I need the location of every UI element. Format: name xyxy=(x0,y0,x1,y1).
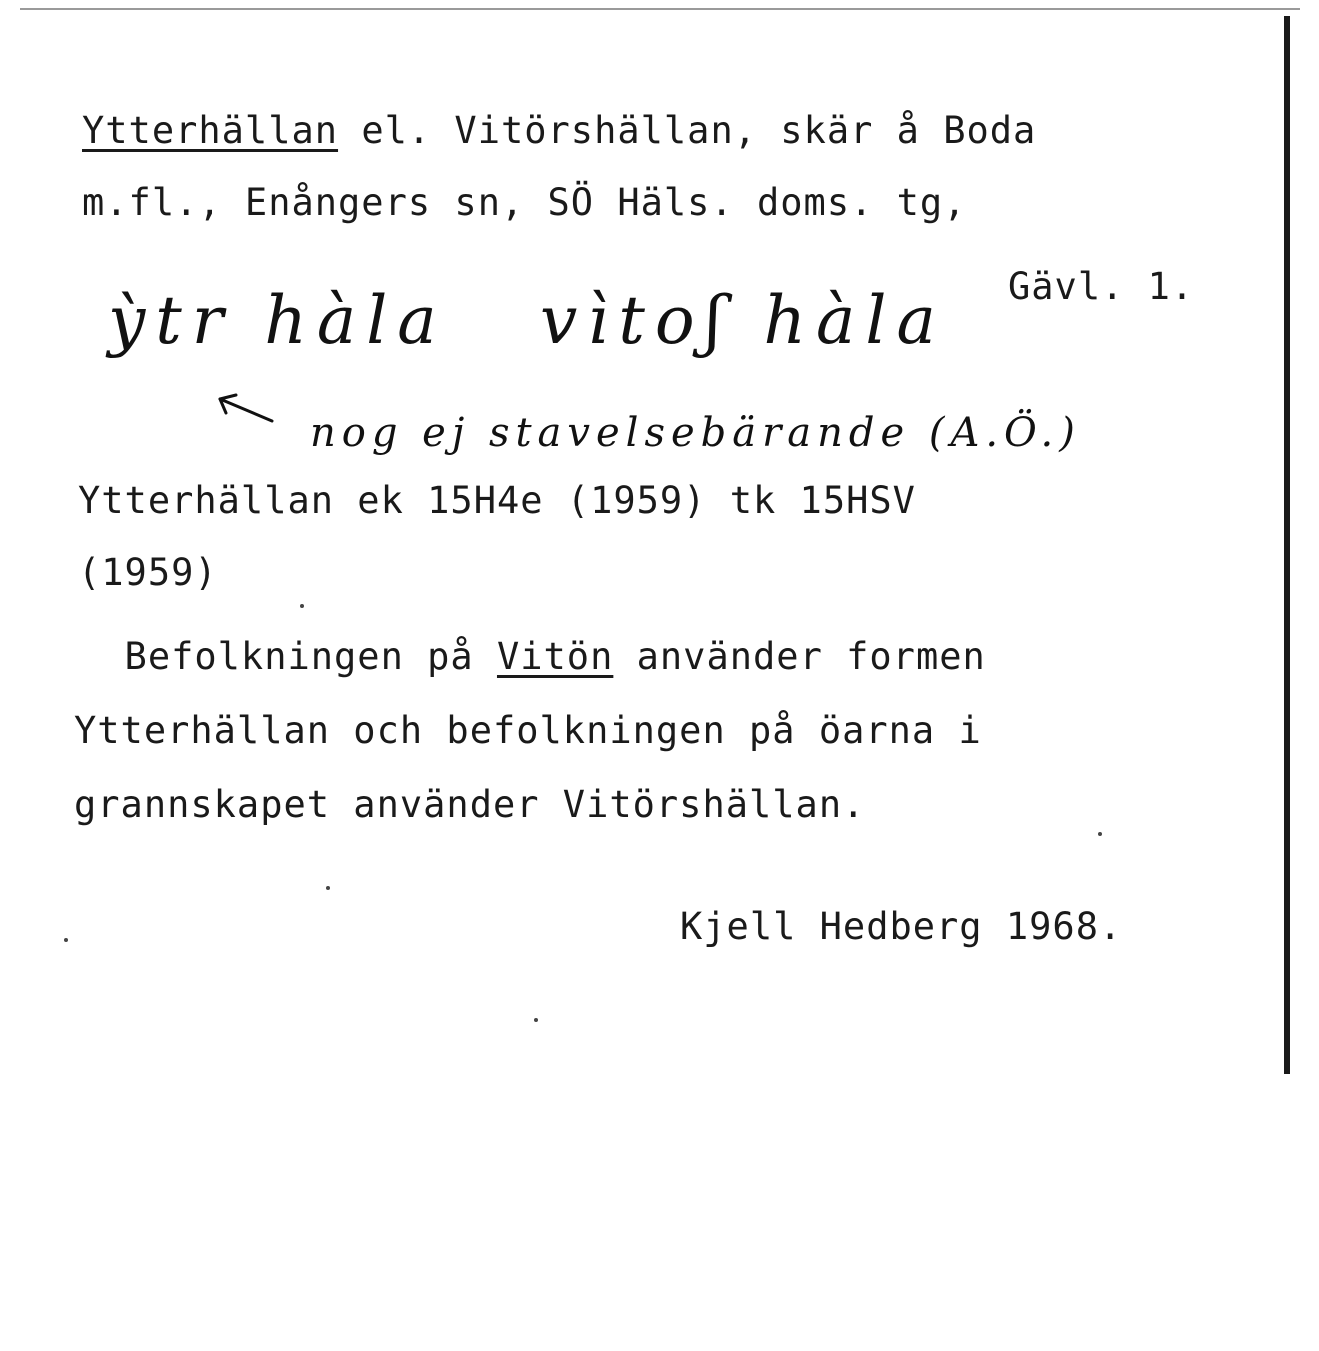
underlined-place-name: Vitön xyxy=(496,635,614,678)
phonetic-transcription-2: vìtoʃ hàla xyxy=(540,282,946,359)
phonetic-transcription-1: ỳtr hàla xyxy=(108,282,447,359)
map-reference-line-2: (1959) xyxy=(78,551,218,594)
handwritten-note: nog ej stavelsebärande (A.Ö.) xyxy=(310,410,1081,456)
entry-line-2: m.fl., Enångers sn, SÖ Häls. doms. tg, xyxy=(82,181,967,224)
paragraph-line-1-start: Befolkningen på xyxy=(78,635,497,678)
card-top-edge xyxy=(20,8,1300,10)
ink-speck xyxy=(64,938,68,942)
ink-speck xyxy=(1098,832,1102,836)
ink-speck xyxy=(326,886,330,890)
paragraph-line-1-end: använder formen xyxy=(613,635,986,678)
ink-speck xyxy=(534,1018,538,1022)
county-reference: Gävl. 1. xyxy=(1008,265,1195,308)
paragraph-line-2: Ytterhällan och befolkningen på öarna i xyxy=(74,709,982,752)
map-reference-line-1: Ytterhällan ek 15H4e (1959) tk 15HSV xyxy=(78,479,916,522)
paragraph-line-3: grannskapet använder Vitörshällan. xyxy=(74,783,866,826)
signature: Kjell Hedberg 1968. xyxy=(680,905,1123,948)
entry-line-1 xyxy=(82,109,1037,152)
headword: Ytterhällan xyxy=(82,109,339,152)
entry-line-1-rest: el. Vitörshällan, skär å Boda xyxy=(338,109,1037,152)
paragraph-line-1 xyxy=(78,635,986,678)
ink-speck xyxy=(300,604,304,608)
card-right-edge xyxy=(1284,16,1290,1074)
arrow-icon xyxy=(210,385,280,435)
